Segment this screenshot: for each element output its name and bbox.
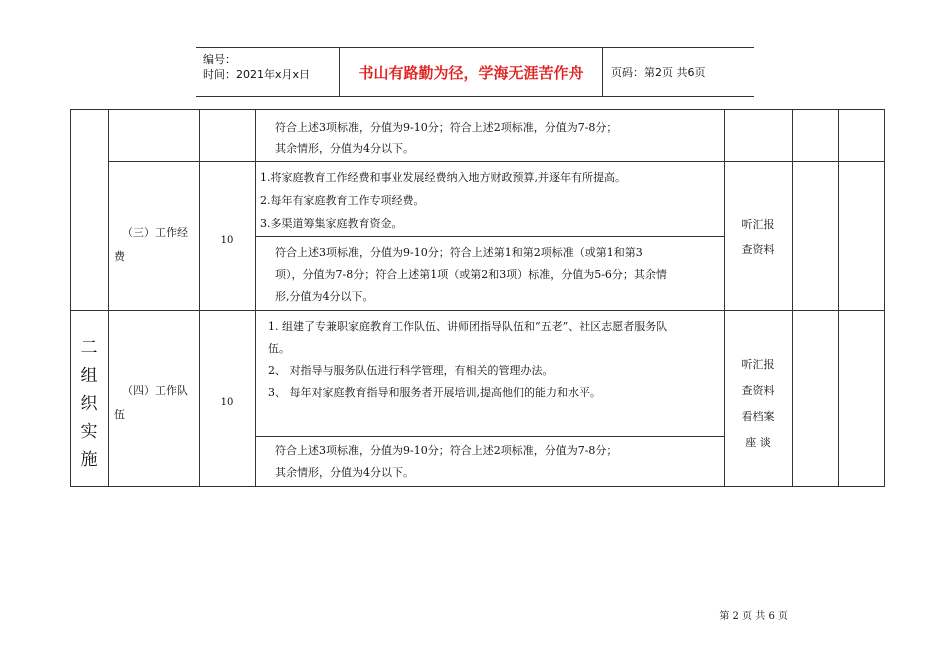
row-b-content [260, 166, 720, 235]
section-title-char: 二 [80, 338, 98, 358]
method-line: 听汇报 [741, 218, 775, 231]
number-label: 编号： [203, 53, 236, 66]
method-line: 查资料 [741, 243, 775, 256]
content-line: 1. 组建了专兼职家庭教育工作队伍、讲师团指导队伍和“五老”、社区志愿者服务队 [268, 320, 668, 333]
header-page-info: 页码：第2页 共6页 [611, 66, 706, 79]
criteria-line: 其余情形，分值为4分以下。 [275, 466, 414, 479]
content-line: 3.多渠道筹集家庭教育资金。 [260, 217, 403, 230]
page-header [196, 47, 754, 97]
section-title-char: 组 [80, 366, 98, 386]
criteria-line: 符合上述3项标准，分值为9-10分；符合上述2项标准，分值为7-8分； [275, 444, 618, 457]
col-divider [884, 109, 885, 487]
criteria-line: 形,分值为4分以下。 [275, 290, 374, 303]
item-line: 费 [114, 250, 125, 263]
time-label: 时间：2021年x月x日 [203, 68, 311, 81]
content-line: 2.每年有家庭教育工作专项经费。 [260, 194, 425, 207]
row-a-criteria [275, 117, 720, 159]
row-b-method [724, 212, 792, 262]
row-divider [108, 161, 885, 162]
row-c-score: 10 [220, 397, 234, 408]
row-b-item [114, 221, 198, 269]
row-c-item [114, 379, 198, 427]
row-b-score: 10 [220, 235, 234, 246]
criteria-line: 符合上述3项标准，分值为9-10分；符合上述2项标准，分值为7-8分； [275, 121, 618, 134]
row-c-method [724, 352, 792, 456]
section-title-char: 织 [80, 394, 98, 414]
col-divider [108, 109, 109, 487]
col-divider [838, 109, 839, 487]
row-c-criteria [275, 440, 720, 484]
item-line: （三）工作经 [122, 226, 188, 239]
content-line: 2、 对指导与服务队伍进行科学管理，有相关的管理办法。 [268, 364, 554, 377]
header-meta [196, 48, 340, 96]
page-footer: 第 2 页 共 6 页 [719, 611, 788, 622]
item-line: （四）工作队 [122, 384, 188, 397]
content-line: 3、 每年对家庭教育指导和服务者开展培训,提高他们的能力和水平。 [268, 386, 601, 399]
col-divider [792, 109, 793, 487]
col-divider [255, 109, 256, 487]
table-border-top [70, 109, 885, 110]
item-line: 伍 [114, 408, 125, 421]
row-divider [255, 236, 724, 237]
section-title-char: 实 [80, 422, 98, 442]
section-title [70, 334, 108, 474]
section-divider [70, 310, 885, 311]
method-line: 座 谈 [745, 436, 771, 449]
row-b-criteria [275, 242, 720, 308]
evaluation-table [70, 109, 885, 487]
col-divider [199, 109, 200, 487]
header-motto: 书山有路勤为径，学海无涯苦作舟 [340, 48, 603, 96]
method-line: 听汇报 [741, 358, 775, 371]
criteria-line: 项），分值为7-8分；符合上述第1项（或第2和3项）标准，分值为5-6分；其余情 [275, 268, 667, 281]
criteria-line: 符合上述3项标准，分值为9-10分；符合上述第1和第2项标准（或第1和第3 [275, 246, 643, 259]
content-line: 伍。 [268, 342, 290, 355]
table-border-bottom [70, 486, 885, 487]
method-line: 看档案 [741, 410, 775, 423]
row-c-content [260, 316, 720, 404]
criteria-line: 其余情形，分值为4分以下。 [275, 142, 414, 155]
content-line: 1.将家庭教育工作经费和事业发展经费纳入地方财政预算,并逐年有所提高。 [260, 171, 626, 184]
row-divider [255, 436, 724, 437]
section-title-char: 施 [80, 450, 98, 470]
method-line: 查资料 [741, 384, 775, 397]
